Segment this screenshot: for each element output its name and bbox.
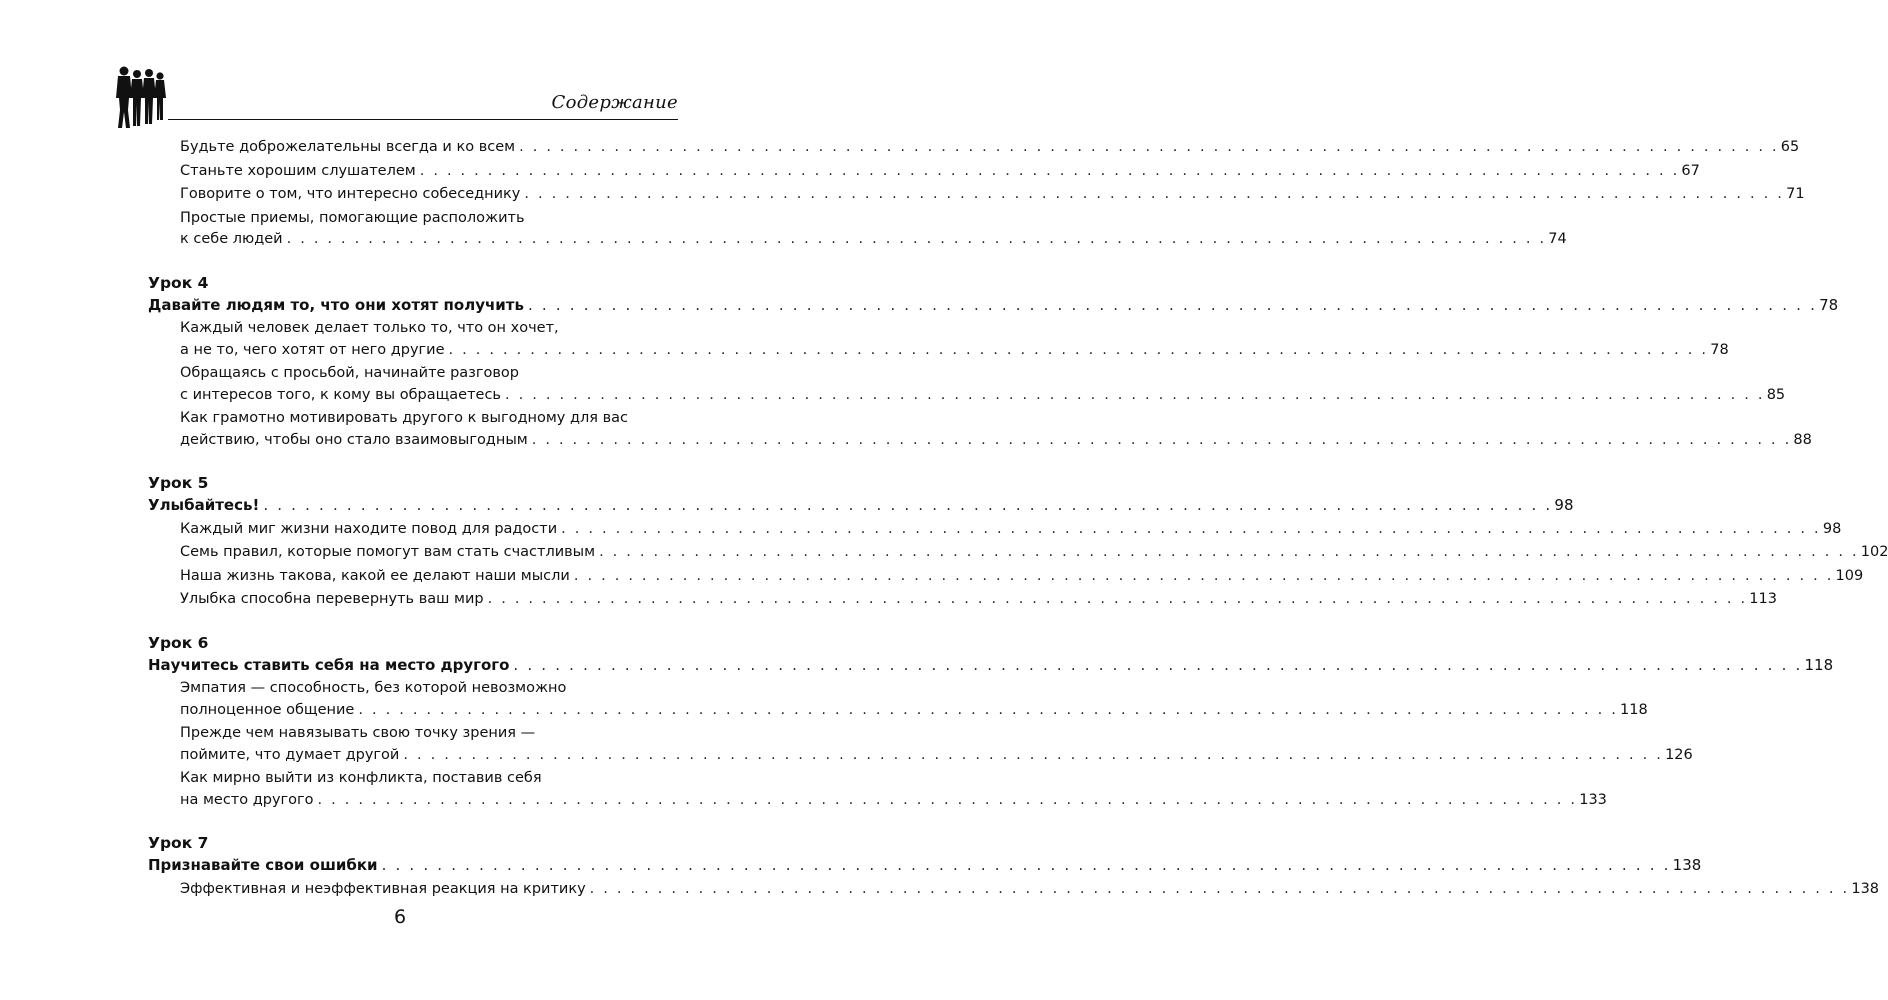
toc-entry-title: Каждый миг жизни находите повод для радости (180, 520, 558, 537)
toc-leader-dots: . . . . . . . . . . . . . . . . . . . . . . . . . . . . . . . . . . . . . . . . . . . . . . . . . . . . . . . . . . . . . . . . . . . . . . . . . . . . . . . . . . . . . . . . . . . . . (527, 295, 1818, 314)
toc-leader-dots: . . . . . . . . . . . . . . . . . . . . . . . . . . . . . . . . . . . . . . . . . . . . . . . . . . . . . . . . . . . . . . . . . . . . . . . . . . . . . . . . . . . . . . . . . . . . . (513, 655, 1803, 674)
lesson-heading: Урок 5 (148, 474, 209, 492)
toc-leader-dots: . . . . . . . . . . . . . . . . . . . . . . . . . . . . . . . . . . . . . . . . . . . . . . . . . . . . . . . . . . . . . . . . . . . . . . . . . . . . . . . . . . . . . . . . . . . . . (286, 231, 1547, 247)
toc-entry (148, 519, 1842, 541)
toc-leader-dots: . . . . . . . . . . . . . . . . . . . . . . . . . . . . . . . . . . . . . . . . . . . . . . . . . . . . . . . . . . . . . . . . . . . . . . . . . . . . . . . . . . . . . . . . . . . . . (519, 139, 1779, 155)
toc-entry (148, 137, 1800, 159)
toc-chapter-title: Научитесь ставить себя на место другого (148, 655, 510, 674)
toc-page-number: 113 (1749, 591, 1777, 607)
toc-entry-title-line1: Обращаясь с просьбой, начинайте разговор (180, 365, 519, 381)
toc-entry-title: Наша жизнь такова, какой ее делают наши мысли (180, 567, 570, 584)
lesson-heading: Урок 7 (148, 834, 209, 852)
toc-entry-title: Станьте хорошим слушателем (180, 162, 416, 179)
toc-entry (148, 723, 1693, 766)
toc-page-number: 118 (1620, 701, 1648, 718)
toc-entry-title: Улыбка способна перевернуть ваш мир (180, 591, 484, 607)
toc-entry-title-line1: Прежде чем навязывать свою точку зрения — (180, 725, 536, 741)
toc-page-number: 71 (1786, 186, 1805, 202)
toc-leader-dots: . . . . . . . . . . . . . . . . . . . . . . . . . . . . . . . . . . . . . . . . . . . . . . . . . . . . . . . . . . . . . . . . . . . . . . . . . . . . . . . . . . . . . . . . . . . . . (561, 520, 1821, 537)
toc-page-number: 138 (1851, 880, 1880, 897)
toc-page-number: 118 (1804, 655, 1834, 674)
toc-page-number: 67 (1681, 162, 1700, 179)
toc-entry (148, 184, 1805, 206)
toc-entry (148, 363, 1786, 406)
toc-entry-title: действию, чтобы оно стало взаимовыгодным (180, 431, 528, 448)
toc-entry (148, 589, 1777, 611)
page-header-title: Содержание (551, 92, 678, 113)
toc-page-number: 85 (1766, 386, 1786, 403)
page-number: 6 (393, 906, 407, 928)
toc-entry (148, 678, 1648, 721)
toc-entry-title: к себе людей (180, 231, 283, 247)
toc-entry (148, 208, 1567, 251)
toc-entry-title: Семь правил, которые помогут вам стать счастливым (180, 544, 596, 560)
toc-leader-dots: . . . . . . . . . . . . . . . . . . . . . . . . . . . . . . . . . . . . . . . . . . . . . . . . . . . . . . . . . . . . . . . . . . . . . . . . . . . . . . . . . . . . . . . . . . . . . (524, 186, 1785, 202)
toc-entry (148, 408, 1812, 451)
toc-entry-title-line1: Как мирно выйти из конфликта, поставив себя (180, 770, 542, 786)
toc-leader-dots: . . . . . . . . . . . . . . . . . . . . . . . . . . . . . . . . . . . . . . . . . . . . . . . . . . . . . . . . . . . . . . . . . . . . . . . . . . . . . . . . . . . . . . . . . . . . . (419, 162, 1680, 179)
business-people-silhouette-icon (112, 64, 168, 130)
toc-chapter-title: Улыбайтесь! (148, 496, 260, 514)
toc-leader-dots: . . . . . . . . . . . . . . . . . . . . . . . . . . . . . . . . . . . . . . . . . . . . . . . . . . . . . . . . . . . . . . . . . . . . . . . . . . . . . . . . . . . . . . . . . . . . . (531, 431, 1792, 448)
toc-page-number: 98 (1822, 520, 1842, 537)
toc-page-number: 109 (1835, 567, 1864, 584)
toc-entry-title-line1: Простые приемы, помогающие расположить (180, 209, 525, 226)
toc-entry-title: Эффективная и неэффективная реакция на критику (180, 880, 586, 897)
toc-entry (148, 318, 1729, 361)
toc-page-number: 78 (1819, 295, 1839, 314)
lesson-heading: Урок 6 (148, 633, 209, 652)
toc-chapter-entry (148, 855, 1702, 877)
toc-page-number: 102 (1860, 544, 1888, 560)
toc-page-number: 126 (1665, 746, 1693, 763)
toc-entry-title-line1: Эмпатия — способность, без которой невозможно (180, 680, 567, 696)
toc-page-number: 138 (1672, 856, 1702, 874)
toc-leader-dots: . . . . . . . . . . . . . . . . . . . . . . . . . . . . . . . . . . . . . . . . . . . . . . . . . . . . . . . . . . . . . . . . . . . . . . . . . . . . . . . . . . . . . . . . . . . . . (487, 591, 1748, 607)
toc-page-number: 65 (1780, 139, 1800, 155)
toc-chapter-entry (148, 295, 1839, 317)
toc-leader-dots: . . . . . . . . . . . . . . . . . . . . . . . . . . . . . . . . . . . . . . . . . . . . . . . . . . . . . . . . . . . . . . . . . . . . . . . . . . . . . . . . . . . . . . . . . . . . . (358, 701, 1619, 718)
toc-entry-title: на место другого (180, 791, 314, 808)
toc-leader-dots: . . . . . . . . . . . . . . . . . . . . . . . . . . . . . . . . . . . . . . . . . . . . . . . . . . . . . . . . . . . . . . . . . . . . . . . . . . . . . . . . . . . . . . . . . . . . . (448, 341, 1709, 358)
toc-entry-title: с интересов того, к кому вы обращаетесь (180, 386, 501, 403)
toc-page-number: 133 (1579, 791, 1607, 808)
table-of-contents (148, 137, 1888, 902)
toc-page-number: 78 (1710, 341, 1729, 358)
toc-page-number: 74 (1548, 231, 1567, 247)
toc-entry-title-line1: Каждый человек делает только то, что он хочет, (180, 320, 559, 336)
toc-entry-title: Будьте доброжелательны всегда и ко всем (180, 139, 516, 155)
toc-leader-dots: . . . . . . . . . . . . . . . . . . . . . . . . . . . . . . . . . . . . . . . . . . . . . . . . . . . . . . . . . . . . . . . . . . . . . . . . . . . . . . . . . . . . . . . . . . . . . (599, 544, 1859, 560)
lesson-heading: Урок 4 (148, 273, 209, 292)
toc-entry-title: полноценное общение (180, 701, 355, 718)
toc-entry (148, 161, 1700, 183)
toc-page-number: 98 (1554, 496, 1574, 514)
toc-leader-dots: . . . . . . . . . . . . . . . . . . . . . . . . . . . . . . . . . . . . . . . . . . . . . . . . . . . . . . . . . . . . . . . . . . . . . . . . . . . . . . . . . . . . . . . . . . . . . (263, 496, 1553, 514)
header-divider (168, 119, 678, 120)
toc-leader-dots: . . . . . . . . . . . . . . . . . . . . . . . . . . . . . . . . . . . . . . . . . . . . . . . . . . . . . . . . . . . . . . . . . . . . . . . . . . . . . . . . . . . . . . . . . . . . . (317, 791, 1578, 808)
toc-entry (148, 879, 1880, 901)
toc-entry (148, 542, 1888, 564)
toc-chapter-title: Давайте людям то, что они хотят получить (148, 295, 524, 314)
toc-page-number: 88 (1793, 431, 1812, 448)
toc-leader-dots: . . . . . . . . . . . . . . . . . . . . . . . . . . . . . . . . . . . . . . . . . . . . . . . . . . . . . . . . . . . . . . . . . . . . . . . . . . . . . . . . . . . . . . . . . . . . . (573, 567, 1834, 584)
toc-entry-title: поймите, что думает другой (180, 746, 400, 763)
toc-leader-dots: . . . . . . . . . . . . . . . . . . . . . . . . . . . . . . . . . . . . . . . . . . . . . . . . . . . . . . . . . . . . . . . . . . . . . . . . . . . . . . . . . . . . . . . . . . . . . (504, 386, 1765, 403)
toc-leader-dots: . . . . . . . . . . . . . . . . . . . . . . . . . . . . . . . . . . . . . . . . . . . . . . . . . . . . . . . . . . . . . . . . . . . . . . . . . . . . . . . . . . . . . . . . . . . . . (403, 746, 1664, 763)
toc-chapter-entry (148, 495, 1574, 517)
toc-chapter-title: Признавайте свои ошибки (148, 856, 378, 874)
toc-entry (148, 566, 1864, 588)
toc-entry-title: Говорите о том, что интересно собеседнику (180, 186, 521, 202)
toc-chapter-entry (148, 655, 1834, 677)
toc-leader-dots: . . . . . . . . . . . . . . . . . . . . . . . . . . . . . . . . . . . . . . . . . . . . . . . . . . . . . . . . . . . . . . . . . . . . . . . . . . . . . . . . . . . . . . . . . . . . . (589, 880, 1850, 897)
toc-entry-title: а не то, чего хотят от него другие (180, 341, 445, 358)
toc-entry-title-line1: Как грамотно мотивировать другого к выгодному для вас (180, 410, 629, 426)
toc-leader-dots: . . . . . . . . . . . . . . . . . . . . . . . . . . . . . . . . . . . . . . . . . . . . . . . . . . . . . . . . . . . . . . . . . . . . . . . . . . . . . . . . . . . . . . . . . . . . . (381, 856, 1671, 874)
toc-entry (148, 768, 1607, 811)
